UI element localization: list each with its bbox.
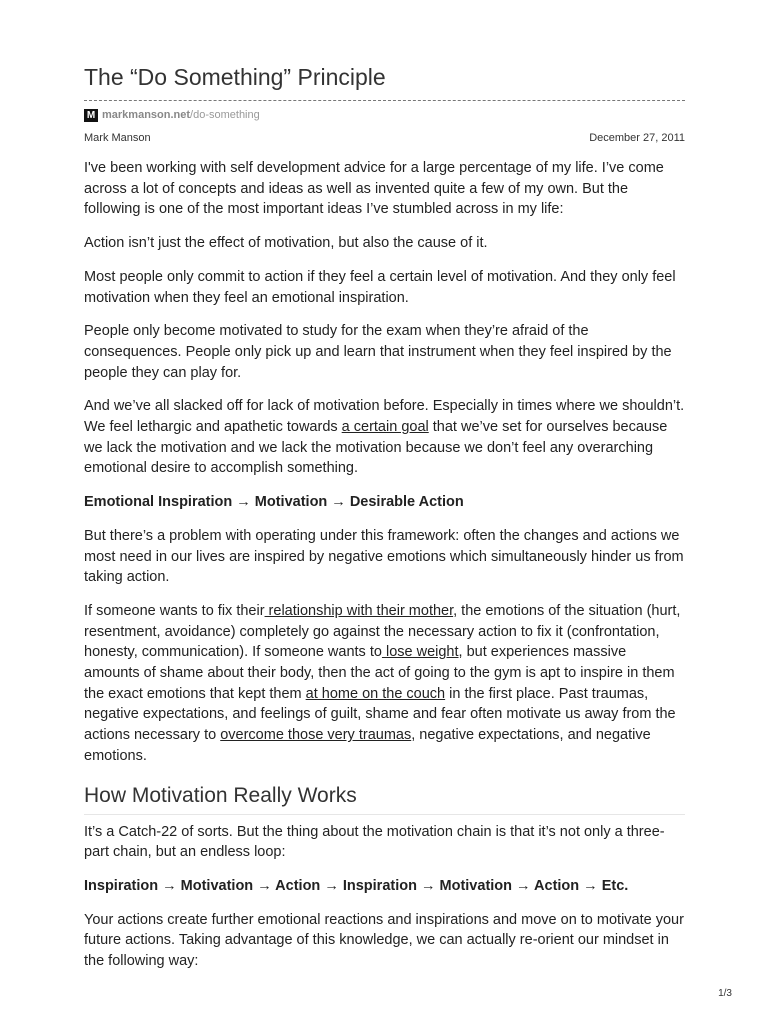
- link-lose-weight[interactable]: lose weight: [381, 644, 459, 661]
- paragraph-text: in the first place. Past traumas, negative expectations, and feelings of guilt, shame and fear often motivate us away from the actions necessary to: [84, 685, 676, 744]
- paragraph-text: , negative expectations, and negative emotions.: [84, 727, 651, 764]
- paragraph-text: , the emotions of the situation (hurt, resentment, avoidance) completely go against the necessary action to fix it (confrontation, honesty, communication). If someone wants to: [84, 602, 681, 661]
- source-line[interactable]: [84, 108, 260, 122]
- markmanson-logo-icon: M: [84, 109, 98, 122]
- page-number: 1/3: [718, 988, 732, 999]
- paragraph: Most people only commit to action if they feel a certain level of motivation. And they only feel motivation when they feel an emotional inspiration.: [84, 268, 676, 306]
- paragraph: I've been working with self development advice for a large percentage of my life. I’ve come across a lot of concepts and ideas as well as invented quite a few of my own. But the following is one of the most important ideas I’ve stumbled across in my life:: [84, 160, 664, 218]
- paragraph-text: And we’ve all slacked off for lack of motivation before. Especially in times where we shouldn’t. We feel lethargic and apathetic towards: [84, 398, 685, 436]
- motivation-chain: Emotional Inspiration → Motivation → Desirable Action: [84, 494, 464, 511]
- author: Mark Manson: [84, 132, 151, 144]
- paragraph: But there’s a problem with operating under this framework: often the changes and actions we most need in our lives are inspired by negative emotions which simultaneously hinder us from taking action.: [84, 527, 684, 586]
- paragraph-text: that we’ve set for ourselves because we lack the motivation and we lack the motivation because we don’t feel any overarching emotional desire to accomplish something.: [84, 419, 668, 477]
- source-domain[interactable]: markmanson.net: [102, 109, 191, 121]
- paragraph-text: , but experiences massive amounts of shame about their body, then the act of going to the gym is apt to inspire in them the exact emotions that kept them: [84, 644, 675, 702]
- article-meta: [84, 132, 685, 144]
- publish-date: December 27, 2011: [589, 132, 685, 144]
- paragraph-text: If someone wants to fix their: [84, 602, 265, 619]
- paragraph: Your actions create further emotional reactions and inspirations and move on to motivate your future actions. Taking advantage of this knowledge, we can actually re-orient our mindset in the following way:: [84, 911, 684, 970]
- title-divider: [84, 100, 685, 101]
- paragraph: [84, 396, 685, 479]
- motivation-loop: Inspiration → Motivation → Action → Inspiration → Motivation → Action → Etc.: [84, 877, 629, 894]
- paragraph: People only become motivated to study for the exam when they’re afraid of the consequences. People only pick up and learn that instrument when they feel inspired by the people they can play for.: [84, 323, 672, 381]
- page-title: The “Do Something” Principle: [84, 64, 386, 90]
- link-at-home-on-the-couch[interactable]: at home on the couch: [305, 685, 446, 702]
- paragraph: It’s a Catch-22 of sorts. But the thing about the motivation chain is that it’s not only a three-part chain, but an endless loop:: [84, 823, 665, 861]
- section-heading: How Motivation Really Works: [84, 783, 685, 815]
- source-path[interactable]: /do-something: [190, 109, 260, 121]
- paragraph: [84, 601, 685, 767]
- article-body: [84, 158, 685, 985]
- link-relationship-with-mother[interactable]: relationship with their mother: [264, 602, 454, 619]
- link-a-certain-goal[interactable]: a certain goal: [341, 419, 429, 436]
- link-overcome-traumas[interactable]: overcome those very traumas: [220, 727, 412, 744]
- paragraph: Action isn’t just the effect of motivation, but also the cause of it.: [84, 235, 488, 252]
